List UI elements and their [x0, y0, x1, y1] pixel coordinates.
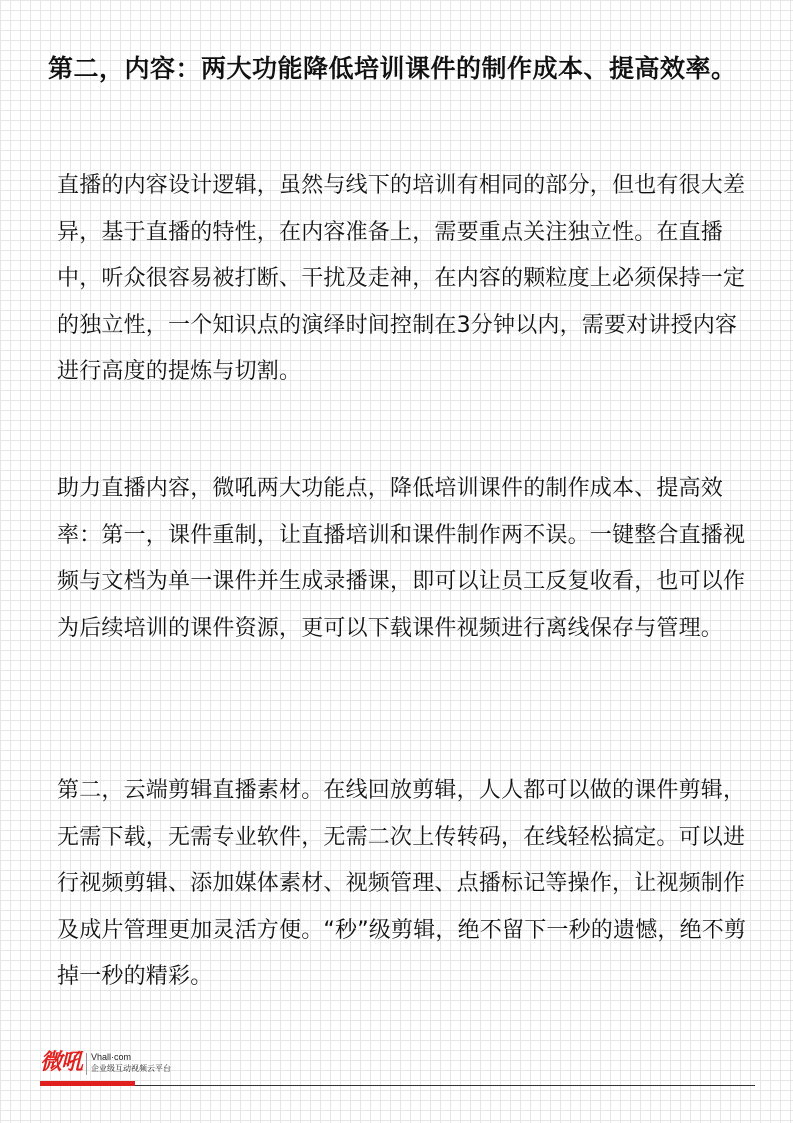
footer-red-bar [40, 1081, 135, 1086]
logo-domain: Vhall·com [91, 1052, 132, 1062]
page-footer [40, 1048, 755, 1088]
section-heading: 第二，内容：两大功能降低培训课件的制作成本、提高效率。 [48, 54, 737, 83]
logo-tagline: 企业级互动视频云平台 [91, 1064, 171, 1073]
paragraph-content-design: 直播的内容设计逻辑，虽然与线下的培训有相同的部分，但也有很大差异，基于直播的特性，在内容准备上，需要重点关注独立性。在直播中，听众很容易被打断、干扰及走神，在内容的颗粒度上必须保持一定的独立性，一个知识点的演绎时间控制在3分钟以内，需要对讲授内容进行高度的提炼与切割。 [57, 173, 746, 384]
paragraph-cloud-editing: 第二，云端剪辑直播素材。在线回放剪辑，人人都可以做的课件剪辑，无需下载，无需专业软件，无需二次上传转码，在线轻松搞定。可以进行视频剪辑、添加媒体素材、视频管理、点播标记等操作，让视频制作及成片管理更加灵活方便。“秒”级剪辑，绝不留下一秒的遗憾，绝不剪掉一秒的精彩。 [57, 778, 747, 989]
footer-rule [135, 1085, 755, 1086]
logo-divider [86, 1053, 87, 1075]
paragraph-courseware-remake: 助力直播内容，微吼两大功能点，降低培训课件的制作成本、提高效率：第一，课件重制，让直播培训和课件制作两不误。一键整合直播视频与文档为单一课件并生成录播课，即可以让员工反复收看，也可以作为后续培训的课件资源，更可以下载课件视频进行离线保存与管理。 [57, 476, 746, 641]
vhall-logo-mark: 微吼 [40, 1050, 83, 1075]
